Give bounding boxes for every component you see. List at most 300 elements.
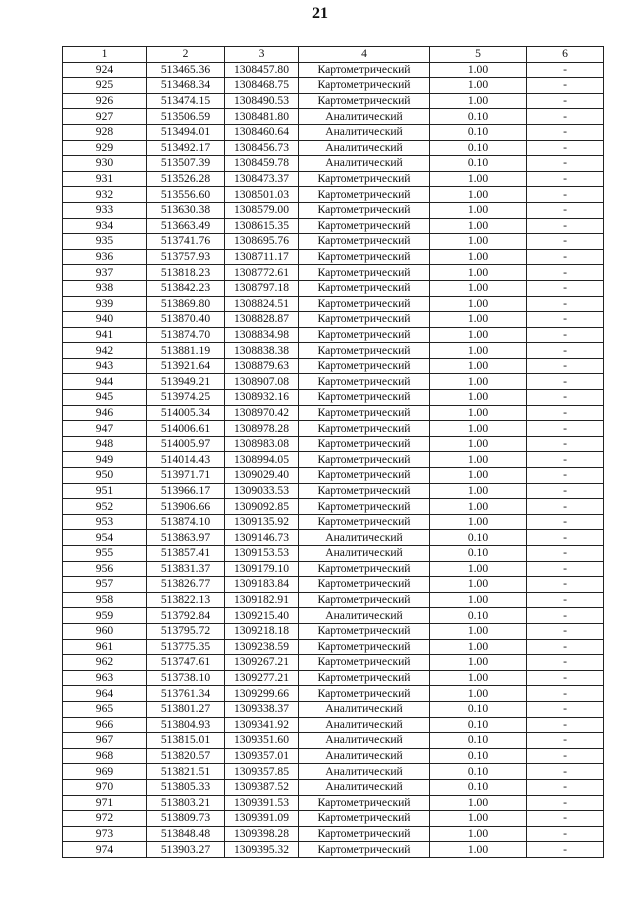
y-coordinate-cell: 1308824.51 <box>225 296 299 312</box>
table-row <box>63 701 604 717</box>
point-number-cell: 968 <box>63 748 147 764</box>
y-coordinate-cell: 1309387.52 <box>225 779 299 795</box>
x-coordinate-cell: 513801.27 <box>147 701 225 717</box>
point-number-cell: 941 <box>63 327 147 343</box>
y-coordinate-cell: 1308983.08 <box>225 436 299 452</box>
table-row <box>63 592 604 608</box>
table-row <box>63 483 604 499</box>
table-row <box>63 826 604 842</box>
y-coordinate-cell: 1309153.53 <box>225 546 299 562</box>
x-coordinate-cell: 513804.93 <box>147 717 225 733</box>
accuracy-cell: 0.10 <box>430 748 527 764</box>
point-number-cell: 953 <box>63 514 147 530</box>
y-coordinate-cell: 1308615.35 <box>225 218 299 234</box>
method-cell: Картометрический <box>299 358 430 374</box>
method-cell: Картометрический <box>299 468 430 484</box>
x-coordinate-cell: 513815.01 <box>147 733 225 749</box>
method-cell: Картометрический <box>299 62 430 78</box>
note-cell: - <box>527 296 604 312</box>
accuracy-cell: 1.00 <box>430 670 527 686</box>
x-coordinate-cell: 514006.61 <box>147 421 225 437</box>
point-number-cell: 925 <box>63 78 147 94</box>
note-cell: - <box>527 436 604 452</box>
y-coordinate-cell: 1309299.66 <box>225 686 299 702</box>
method-cell: Картометрический <box>299 592 430 608</box>
x-coordinate-cell: 513809.73 <box>147 811 225 827</box>
method-cell: Картометрический <box>299 639 430 655</box>
accuracy-cell: 1.00 <box>430 343 527 359</box>
point-number-cell: 934 <box>63 218 147 234</box>
table-row <box>63 655 604 671</box>
y-coordinate-cell: 1308834.98 <box>225 327 299 343</box>
y-coordinate-cell: 1308932.16 <box>225 390 299 406</box>
accuracy-cell: 1.00 <box>430 842 527 858</box>
method-cell: Аналитический <box>299 733 430 749</box>
table-row <box>63 639 604 655</box>
table-row <box>63 686 604 702</box>
y-coordinate-cell: 1309338.37 <box>225 701 299 717</box>
x-coordinate-cell: 513805.33 <box>147 779 225 795</box>
y-coordinate-cell: 1308711.17 <box>225 249 299 265</box>
table-row <box>63 436 604 452</box>
column-header-4: 4 <box>299 47 430 63</box>
note-cell: - <box>527 483 604 499</box>
y-coordinate-cell: 1309215.40 <box>225 608 299 624</box>
y-coordinate-cell: 1309351.60 <box>225 733 299 749</box>
x-coordinate-cell: 513826.77 <box>147 577 225 593</box>
table-row <box>63 343 604 359</box>
note-cell: - <box>527 499 604 515</box>
point-number-cell: 960 <box>63 623 147 639</box>
point-number-cell: 924 <box>63 62 147 78</box>
point-number-cell: 959 <box>63 608 147 624</box>
method-cell: Картометрический <box>299 452 430 468</box>
x-coordinate-cell: 513869.80 <box>147 296 225 312</box>
point-number-cell: 933 <box>63 202 147 218</box>
x-coordinate-cell: 513870.40 <box>147 312 225 328</box>
table-row <box>63 62 604 78</box>
note-cell: - <box>527 686 604 702</box>
table-row <box>63 218 604 234</box>
y-coordinate-cell: 1308994.05 <box>225 452 299 468</box>
x-coordinate-cell: 513974.25 <box>147 390 225 406</box>
x-coordinate-cell: 513821.51 <box>147 764 225 780</box>
method-cell: Картометрический <box>299 405 430 421</box>
note-cell: - <box>527 826 604 842</box>
point-number-cell: 962 <box>63 655 147 671</box>
method-cell: Картометрический <box>299 514 430 530</box>
y-coordinate-cell: 1308695.76 <box>225 234 299 250</box>
note-cell: - <box>527 577 604 593</box>
note-cell: - <box>527 140 604 156</box>
y-coordinate-cell: 1308838.38 <box>225 343 299 359</box>
accuracy-cell: 1.00 <box>430 811 527 827</box>
table-row <box>63 374 604 390</box>
point-number-cell: 939 <box>63 296 147 312</box>
y-coordinate-cell: 1309395.32 <box>225 842 299 858</box>
point-number-cell: 961 <box>63 639 147 655</box>
point-number-cell: 944 <box>63 374 147 390</box>
table-row <box>63 234 604 250</box>
table-row <box>63 795 604 811</box>
table-row <box>63 670 604 686</box>
method-cell: Картометрический <box>299 577 430 593</box>
point-number-cell: 955 <box>63 546 147 562</box>
y-coordinate-cell: 1309267.21 <box>225 655 299 671</box>
x-coordinate-cell: 513822.13 <box>147 592 225 608</box>
accuracy-cell: 1.00 <box>430 280 527 296</box>
x-coordinate-cell: 513630.38 <box>147 202 225 218</box>
column-header-6: 6 <box>527 47 604 63</box>
method-cell: Картометрический <box>299 436 430 452</box>
table-row <box>63 312 604 328</box>
x-coordinate-cell: 513506.59 <box>147 109 225 125</box>
y-coordinate-cell: 1309135.92 <box>225 514 299 530</box>
point-number-cell: 949 <box>63 452 147 468</box>
note-cell: - <box>527 390 604 406</box>
y-coordinate-cell: 1308501.03 <box>225 187 299 203</box>
y-coordinate-cell: 1308456.73 <box>225 140 299 156</box>
table-row <box>63 623 604 639</box>
accuracy-cell: 1.00 <box>430 202 527 218</box>
accuracy-cell: 1.00 <box>430 296 527 312</box>
accuracy-cell: 0.10 <box>430 764 527 780</box>
accuracy-cell: 1.00 <box>430 218 527 234</box>
x-coordinate-cell: 513474.15 <box>147 93 225 109</box>
y-coordinate-cell: 1308481.80 <box>225 109 299 125</box>
table-row <box>63 499 604 515</box>
x-coordinate-cell: 513775.35 <box>147 639 225 655</box>
method-cell: Картометрический <box>299 296 430 312</box>
x-coordinate-cell: 513757.93 <box>147 249 225 265</box>
x-coordinate-cell: 513494.01 <box>147 124 225 140</box>
accuracy-cell: 1.00 <box>430 374 527 390</box>
method-cell: Картометрический <box>299 234 430 250</box>
note-cell: - <box>527 608 604 624</box>
x-coordinate-cell: 513863.97 <box>147 530 225 546</box>
point-number-cell: 971 <box>63 795 147 811</box>
note-cell: - <box>527 623 604 639</box>
table-row <box>63 811 604 827</box>
point-number-cell: 945 <box>63 390 147 406</box>
method-cell: Картометрический <box>299 483 430 499</box>
accuracy-cell: 1.00 <box>430 686 527 702</box>
method-cell: Картометрический <box>299 187 430 203</box>
x-coordinate-cell: 513921.64 <box>147 358 225 374</box>
note-cell: - <box>527 218 604 234</box>
x-coordinate-cell: 513903.27 <box>147 842 225 858</box>
table-row <box>63 546 604 562</box>
accuracy-cell: 1.00 <box>430 623 527 639</box>
accuracy-cell: 0.10 <box>430 733 527 749</box>
x-coordinate-cell: 513857.41 <box>147 546 225 562</box>
column-header-2: 2 <box>147 47 225 63</box>
method-cell: Картометрический <box>299 312 430 328</box>
x-coordinate-cell: 513848.48 <box>147 826 225 842</box>
x-coordinate-cell: 513820.57 <box>147 748 225 764</box>
method-cell: Картометрический <box>299 655 430 671</box>
accuracy-cell: 1.00 <box>430 468 527 484</box>
method-cell: Картометрический <box>299 686 430 702</box>
y-coordinate-cell: 1308797.18 <box>225 280 299 296</box>
x-coordinate-cell: 513465.36 <box>147 62 225 78</box>
table-row <box>63 280 604 296</box>
method-cell: Аналитический <box>299 109 430 125</box>
method-cell: Картометрический <box>299 249 430 265</box>
point-number-cell: 936 <box>63 249 147 265</box>
y-coordinate-cell: 1308970.42 <box>225 405 299 421</box>
point-number-cell: 943 <box>63 358 147 374</box>
method-cell: Картометрический <box>299 202 430 218</box>
method-cell: Картометрический <box>299 811 430 827</box>
point-number-cell: 958 <box>63 592 147 608</box>
method-cell: Аналитический <box>299 140 430 156</box>
note-cell: - <box>527 62 604 78</box>
column-header-3: 3 <box>225 47 299 63</box>
y-coordinate-cell: 1308879.63 <box>225 358 299 374</box>
table-row <box>63 187 604 203</box>
method-cell: Картометрический <box>299 265 430 281</box>
table-row <box>63 156 604 172</box>
note-cell: - <box>527 717 604 733</box>
point-number-cell: 932 <box>63 187 147 203</box>
accuracy-cell: 0.10 <box>430 546 527 562</box>
note-cell: - <box>527 701 604 717</box>
page-number: 21 <box>312 5 328 22</box>
x-coordinate-cell: 513874.10 <box>147 514 225 530</box>
y-coordinate-cell: 1309218.18 <box>225 623 299 639</box>
note-cell: - <box>527 421 604 437</box>
x-coordinate-cell: 514005.34 <box>147 405 225 421</box>
x-coordinate-cell: 513663.49 <box>147 218 225 234</box>
method-cell: Картометрический <box>299 561 430 577</box>
point-number-cell: 970 <box>63 779 147 795</box>
x-coordinate-cell: 513971.71 <box>147 468 225 484</box>
accuracy-cell: 0.10 <box>430 109 527 125</box>
y-coordinate-cell: 1308473.37 <box>225 171 299 187</box>
y-coordinate-cell: 1309391.09 <box>225 811 299 827</box>
x-coordinate-cell: 513966.17 <box>147 483 225 499</box>
table-row <box>63 842 604 858</box>
table-row <box>63 249 604 265</box>
note-cell: - <box>527 234 604 250</box>
method-cell: Картометрический <box>299 670 430 686</box>
note-cell: - <box>527 171 604 187</box>
point-number-cell: 930 <box>63 156 147 172</box>
note-cell: - <box>527 670 604 686</box>
accuracy-cell: 1.00 <box>430 78 527 94</box>
note-cell: - <box>527 265 604 281</box>
accuracy-cell: 0.10 <box>430 156 527 172</box>
table-row <box>63 358 604 374</box>
point-number-cell: 966 <box>63 717 147 733</box>
note-cell: - <box>527 187 604 203</box>
accuracy-cell: 1.00 <box>430 249 527 265</box>
note-cell: - <box>527 249 604 265</box>
accuracy-cell: 1.00 <box>430 171 527 187</box>
note-cell: - <box>527 343 604 359</box>
note-cell: - <box>527 202 604 218</box>
point-number-cell: 935 <box>63 234 147 250</box>
table-row <box>63 530 604 546</box>
accuracy-cell: 1.00 <box>430 93 527 109</box>
point-number-cell: 946 <box>63 405 147 421</box>
table-row <box>63 577 604 593</box>
accuracy-cell: 1.00 <box>430 436 527 452</box>
x-coordinate-cell: 513906.66 <box>147 499 225 515</box>
accuracy-cell: 1.00 <box>430 187 527 203</box>
note-cell: - <box>527 795 604 811</box>
method-cell: Аналитический <box>299 608 430 624</box>
note-cell: - <box>527 156 604 172</box>
y-coordinate-cell: 1309357.01 <box>225 748 299 764</box>
table-row <box>63 265 604 281</box>
table-row <box>63 452 604 468</box>
table-row <box>63 779 604 795</box>
point-number-cell: 947 <box>63 421 147 437</box>
note-cell: - <box>527 779 604 795</box>
accuracy-cell: 1.00 <box>430 655 527 671</box>
table-body <box>63 62 604 857</box>
accuracy-cell: 1.00 <box>430 592 527 608</box>
table-row <box>63 140 604 156</box>
table-row <box>63 327 604 343</box>
accuracy-cell: 0.10 <box>430 530 527 546</box>
y-coordinate-cell: 1309092.85 <box>225 499 299 515</box>
method-cell: Аналитический <box>299 546 430 562</box>
table-row <box>63 390 604 406</box>
x-coordinate-cell: 514014.43 <box>147 452 225 468</box>
method-cell: Картометрический <box>299 390 430 406</box>
y-coordinate-cell: 1308978.28 <box>225 421 299 437</box>
note-cell: - <box>527 452 604 468</box>
x-coordinate-cell: 513831.37 <box>147 561 225 577</box>
note-cell: - <box>527 109 604 125</box>
note-cell: - <box>527 842 604 858</box>
method-cell: Аналитический <box>299 717 430 733</box>
method-cell: Картометрический <box>299 499 430 515</box>
table-row <box>63 764 604 780</box>
accuracy-cell: 0.10 <box>430 701 527 717</box>
point-number-cell: 963 <box>63 670 147 686</box>
method-cell: Картометрический <box>299 78 430 94</box>
x-coordinate-cell: 513761.34 <box>147 686 225 702</box>
y-coordinate-cell: 1309357.85 <box>225 764 299 780</box>
accuracy-cell: 1.00 <box>430 639 527 655</box>
y-coordinate-cell: 1309391.53 <box>225 795 299 811</box>
point-number-cell: 948 <box>63 436 147 452</box>
point-number-cell: 926 <box>63 93 147 109</box>
y-coordinate-cell: 1309029.40 <box>225 468 299 484</box>
note-cell: - <box>527 78 604 94</box>
note-cell: - <box>527 327 604 343</box>
method-cell: Аналитический <box>299 156 430 172</box>
method-cell: Картометрический <box>299 93 430 109</box>
accuracy-cell: 0.10 <box>430 717 527 733</box>
note-cell: - <box>527 93 604 109</box>
y-coordinate-cell: 1308828.87 <box>225 312 299 328</box>
point-number-cell: 957 <box>63 577 147 593</box>
y-coordinate-cell: 1308459.78 <box>225 156 299 172</box>
method-cell: Картометрический <box>299 171 430 187</box>
table-row <box>63 202 604 218</box>
note-cell: - <box>527 561 604 577</box>
table-row <box>63 124 604 140</box>
point-number-cell: 940 <box>63 312 147 328</box>
accuracy-cell: 1.00 <box>430 452 527 468</box>
note-cell: - <box>527 312 604 328</box>
point-number-cell: 952 <box>63 499 147 515</box>
table-header-row <box>63 47 604 63</box>
y-coordinate-cell: 1309341.92 <box>225 717 299 733</box>
x-coordinate-cell: 513741.76 <box>147 234 225 250</box>
x-coordinate-cell: 513842.23 <box>147 280 225 296</box>
y-coordinate-cell: 1308907.08 <box>225 374 299 390</box>
y-coordinate-cell: 1309277.21 <box>225 670 299 686</box>
method-cell: Картометрический <box>299 826 430 842</box>
note-cell: - <box>527 280 604 296</box>
accuracy-cell: 1.00 <box>430 795 527 811</box>
point-number-cell: 929 <box>63 140 147 156</box>
y-coordinate-cell: 1308579.00 <box>225 202 299 218</box>
point-number-cell: 927 <box>63 109 147 125</box>
accuracy-cell: 1.00 <box>430 327 527 343</box>
accuracy-cell: 1.00 <box>430 405 527 421</box>
x-coordinate-cell: 513468.34 <box>147 78 225 94</box>
accuracy-cell: 1.00 <box>430 483 527 499</box>
note-cell: - <box>527 639 604 655</box>
x-coordinate-cell: 513803.21 <box>147 795 225 811</box>
accuracy-cell: 1.00 <box>430 234 527 250</box>
x-coordinate-cell: 513738.10 <box>147 670 225 686</box>
x-coordinate-cell: 513795.72 <box>147 623 225 639</box>
table-row <box>63 421 604 437</box>
y-coordinate-cell: 1309398.28 <box>225 826 299 842</box>
point-number-cell: 964 <box>63 686 147 702</box>
y-coordinate-cell: 1309183.84 <box>225 577 299 593</box>
method-cell: Картометрический <box>299 343 430 359</box>
y-coordinate-cell: 1308457.80 <box>225 62 299 78</box>
table-row <box>63 514 604 530</box>
method-cell: Аналитический <box>299 779 430 795</box>
y-coordinate-cell: 1309179.10 <box>225 561 299 577</box>
x-coordinate-cell: 513556.60 <box>147 187 225 203</box>
table-row <box>63 717 604 733</box>
accuracy-cell: 1.00 <box>430 390 527 406</box>
coordinates-table <box>62 46 604 858</box>
method-cell: Аналитический <box>299 530 430 546</box>
point-number-cell: 969 <box>63 764 147 780</box>
method-cell: Картометрический <box>299 280 430 296</box>
accuracy-cell: 1.00 <box>430 62 527 78</box>
table-row <box>63 561 604 577</box>
accuracy-cell: 0.10 <box>430 140 527 156</box>
accuracy-cell: 1.00 <box>430 577 527 593</box>
x-coordinate-cell: 513881.19 <box>147 343 225 359</box>
accuracy-cell: 0.10 <box>430 124 527 140</box>
table-row <box>63 171 604 187</box>
point-number-cell: 928 <box>63 124 147 140</box>
note-cell: - <box>527 592 604 608</box>
note-cell: - <box>527 733 604 749</box>
table-row <box>63 296 604 312</box>
method-cell: Аналитический <box>299 764 430 780</box>
table-row <box>63 109 604 125</box>
y-coordinate-cell: 1308468.75 <box>225 78 299 94</box>
x-coordinate-cell: 513792.84 <box>147 608 225 624</box>
point-number-cell: 965 <box>63 701 147 717</box>
table-row <box>63 608 604 624</box>
